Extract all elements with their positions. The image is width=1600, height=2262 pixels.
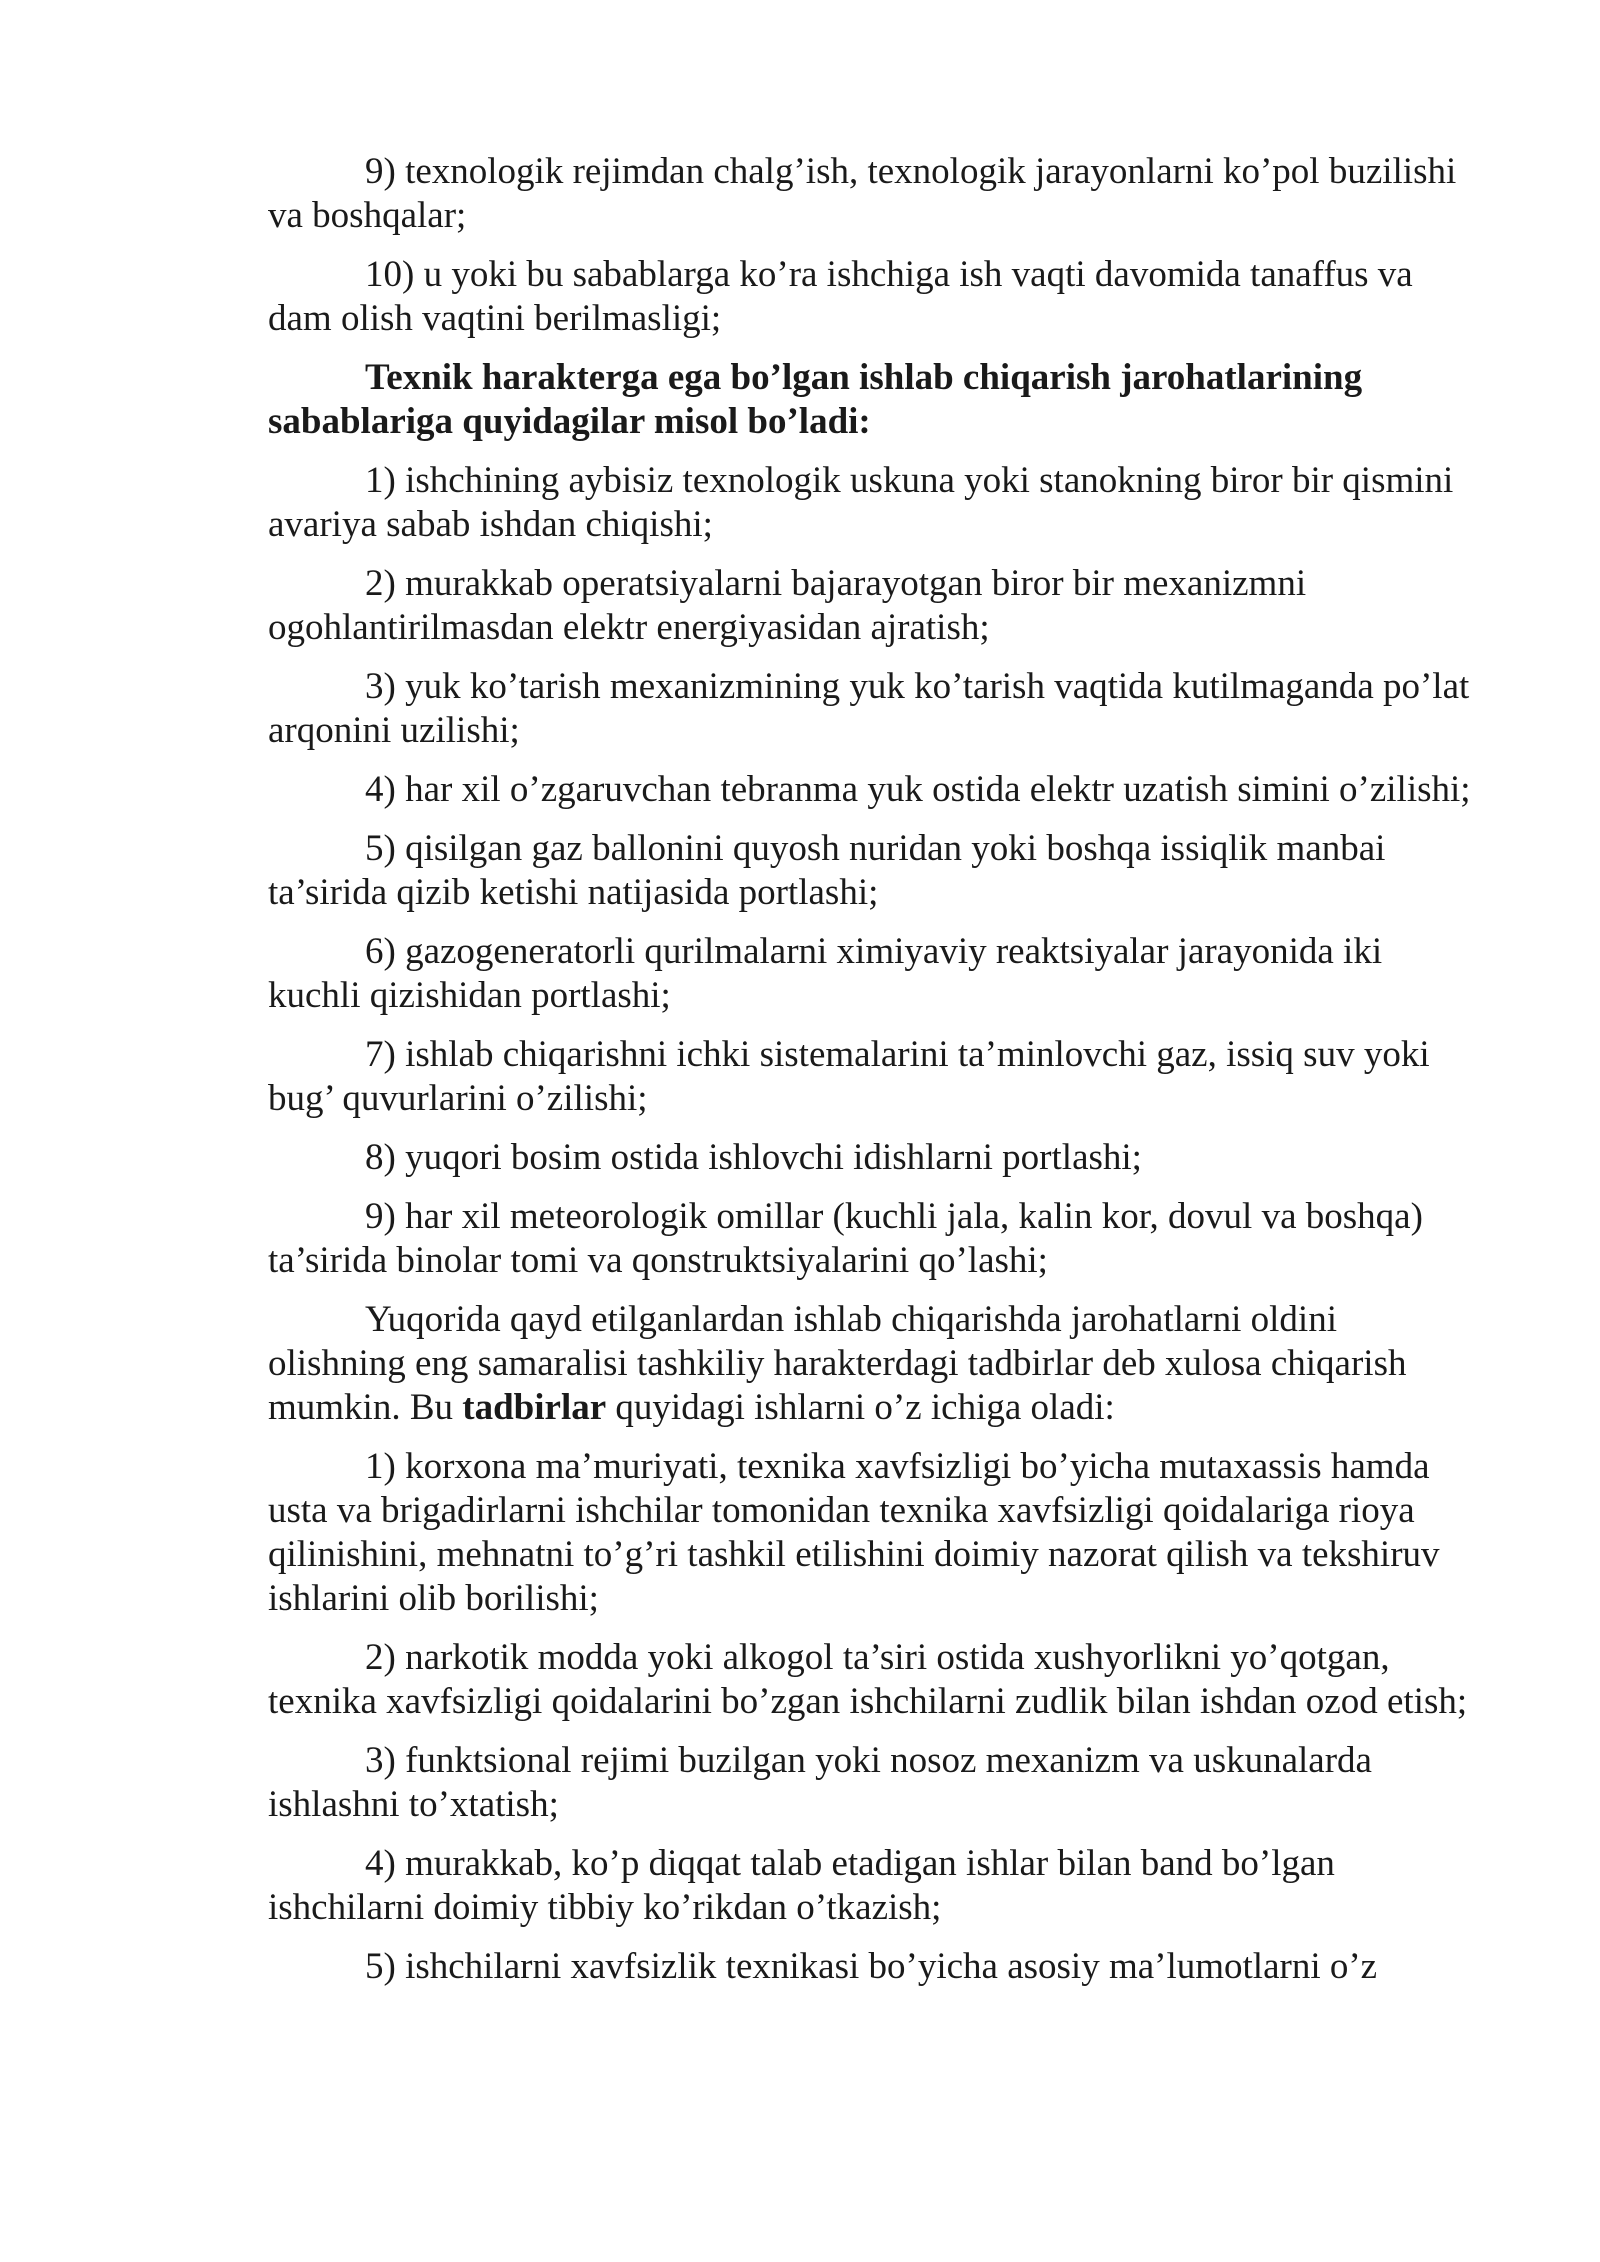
summary-text-after: quyidagi ishlarni o’z ichiga oladi: xyxy=(606,1387,1115,1428)
summary-paragraph xyxy=(268,1298,1480,1430)
list-item: 3) yuk ko’tarish mexanizmining yuk ko’tarish vaqtida kutilmaganda po’lat arqonini uzilishi; xyxy=(268,666,1470,751)
summary-text-before: Yuqorida qayd etilganlardan ishlab chiqarishda jarohatlarni oldini olishning eng samaralisi tashkiliy harakterdagi tadbirlar deb xulosa chiqarish mumkin. Bu xyxy=(268,1299,1407,1428)
list-item: 7) ishlab chiqarishni ichki sistemalarini ta’minlovchi gaz, issiq suv yoki bug’ quvurlarini o’zilishi; xyxy=(268,1034,1430,1119)
list-item: 4) har xil o’zgaruvchan tebranma yuk ostida elektr uzatish simini o’zilishi; xyxy=(365,769,1471,810)
list-item: 4) murakkab, ko’p diqqat talab etadigan ishlar bilan band bo’lgan ishchilarni doimiy tibbiy ko’rikdan o’tkazish; xyxy=(268,1843,1335,1928)
summary-bold-term: tadbirlar xyxy=(462,1387,607,1428)
list-item: 8) yuqori bosim ostida ishlovchi idishlarni portlashi; xyxy=(365,1137,1142,1178)
list-item: 2) murakkab operatsiyalarni bajarayotgan biror bir mexanizmni ogohlantirilmasdan elektr energiyasidan ajratish; xyxy=(268,563,1307,648)
list-item: 9) texnologik rejimdan chalg’ish, texnologik jarayonlarni ko’pol buzilishi va boshqalar; xyxy=(268,151,1457,236)
list-item: 6) gazogeneratorli qurilmalarni ximiyaviy reaktsiyalar jarayonida iki kuchli qizishidan portlashi; xyxy=(268,931,1383,1016)
document-page xyxy=(268,150,1480,2004)
list-item: 5) qisilgan gaz ballonini quyosh nuridan yoki boshqa issiqlik manbai ta’sirida qizib ketishi natijasida portlashi; xyxy=(268,828,1386,913)
list-item: 3) funktsional rejimi buzilgan yoki nosoz mexanizm va uskunalarda ishlashni to’xtatish; xyxy=(268,1740,1372,1825)
list-item: 9) har xil meteorologik omillar (kuchli jala, kalin kor, dovul va boshqa) ta’sirida binolar tomi va qonstruktsiyalarini qo’lashi; xyxy=(268,1196,1423,1281)
list-item: 10) u yoki bu sabablarga ko’ra ishchiga ish vaqti davomida tanaffus va dam olish vaqtini berilmasligi; xyxy=(268,254,1413,339)
list-item: 1) korxona ma’muriyati, texnika xavfsizligi bo’yicha mutaxassis hamda usta va brigadirlarni ishchilar tomonidan texnika xavfsizligi qoidalariga rioya qilinishini, mehnatni to’g’ri tashkil etilishini doimiy nazorat qilish va tekshiruv ishlarini olib borilishi; xyxy=(268,1446,1440,1619)
list-item: 5) ishchilarni xavfsizlik texnikasi bo’yicha asosiy ma’lumotlarni o’z xyxy=(365,1946,1378,1987)
section-heading: Texnik harakterga ega bo’lgan ishlab chiqarish jarohatlarining sabablariga quyidagilar misol bo’ladi: xyxy=(268,357,1363,442)
list-item: 1) ishchining aybisiz texnologik uskuna yoki stanokning biror bir qismini avariya sabab ishdan chiqishi; xyxy=(268,460,1454,545)
list-item: 2) narkotik modda yoki alkogol ta’siri ostida xushyorlikni yo’qotgan, texnika xavfsizligi qoidalarini bo’zgan ishchilarni zudlik bilan ishdan ozod etish; xyxy=(268,1637,1468,1722)
